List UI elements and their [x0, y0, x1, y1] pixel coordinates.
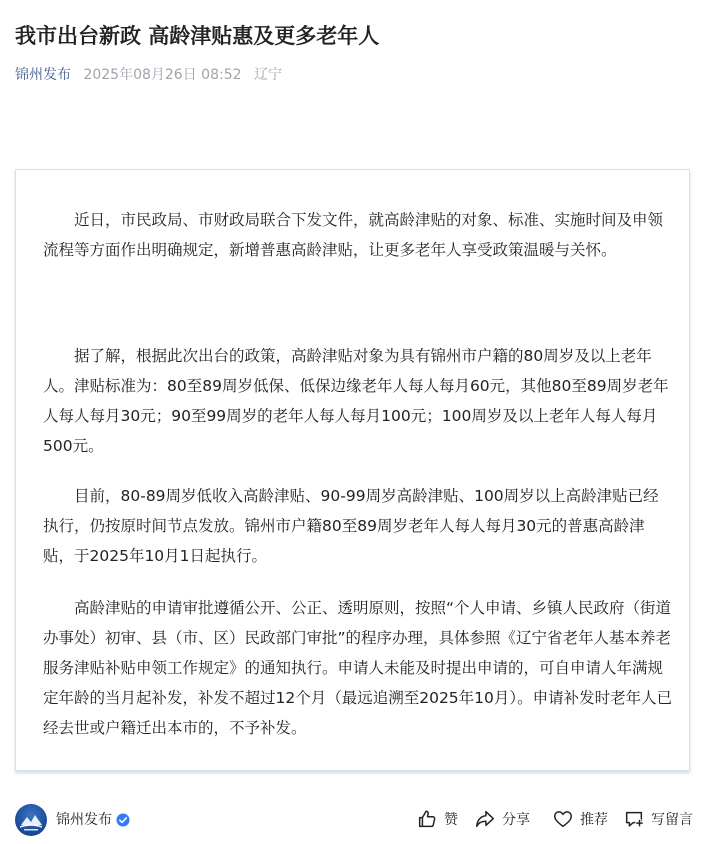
article-paragraph: 高龄津贴的申请审批遵循公开、公正、透明原则，按照“个人申请、乡镇人民政府（街道办事处）初审、县（市、区）民政部门审批”的程序办理，具体参照《辽宁省老年人基本养老服务津贴补贴申领工作规定》的通知执行。申请人未能及时提出申请的，可自申请人年满规定年龄的当月起补发，补发不超过12个月（最远追溯至2025年10月）。申请补发时老年人已经去世或户籍迁出本市的，不予补发。 — [43, 599, 673, 737]
heart-icon — [552, 808, 574, 830]
article-content-box — [15, 169, 690, 771]
article-paragraph: 目前，80-89周岁低收入高龄津贴、90-99周岁高龄津贴、100周岁以上高龄津贴已经执行，仍按原时间节点发放。锦州市户籍80至89周岁老年人每人每月30元的普惠高龄津贴，于2025年10月1日起执行。 — [43, 487, 659, 565]
like-button[interactable] — [416, 806, 458, 832]
jinzhou-fabu-logo — [15, 804, 47, 836]
account-avatar[interactable] — [15, 804, 47, 836]
article-region: 辽宁 — [253, 67, 282, 83]
article-source-link[interactable]: 锦州发布 — [15, 67, 71, 83]
article-date: 2025年08月26日 08:52 — [83, 67, 242, 83]
like-label: 赞 — [444, 812, 458, 828]
thumbs-up-icon — [416, 808, 438, 830]
article-footer-bar — [0, 796, 717, 844]
share-label: 分享 — [502, 812, 530, 828]
share-arrow-icon — [474, 808, 496, 830]
verified-badge-icon — [116, 813, 130, 827]
recommend-button[interactable] — [552, 806, 608, 832]
account-name[interactable]: 锦州发布 — [56, 812, 112, 828]
article-meta — [15, 64, 282, 86]
share-button[interactable] — [474, 806, 530, 832]
article-paragraph: 据了解，根据此次出台的政策，高龄津贴对象为具有锦州市户籍的80周岁及以上老年人。津贴标准为：80至89周岁低保、低保边缘老年人每人每月60元，其他80至89周岁老年人每人每月30元；90至99周岁的老年人每人每月100元；100周岁及以上老年人每人每月500元。 — [43, 347, 669, 455]
recommend-label: 推荐 — [580, 812, 608, 828]
comment-icon — [623, 808, 645, 830]
article-title: 我市出台新政 高龄津贴惠及更多老年人 — [15, 24, 380, 48]
comment-button[interactable] — [623, 806, 693, 832]
comment-label: 写留言 — [651, 812, 693, 828]
article-paragraph: 近日，市民政局、市财政局联合下发文件，就高龄津贴的对象、标准、实施时间及申领流程等方面作出明确规定，新增普惠高龄津贴，让更多老年人享受政策温暖与关怀。 — [43, 211, 664, 259]
